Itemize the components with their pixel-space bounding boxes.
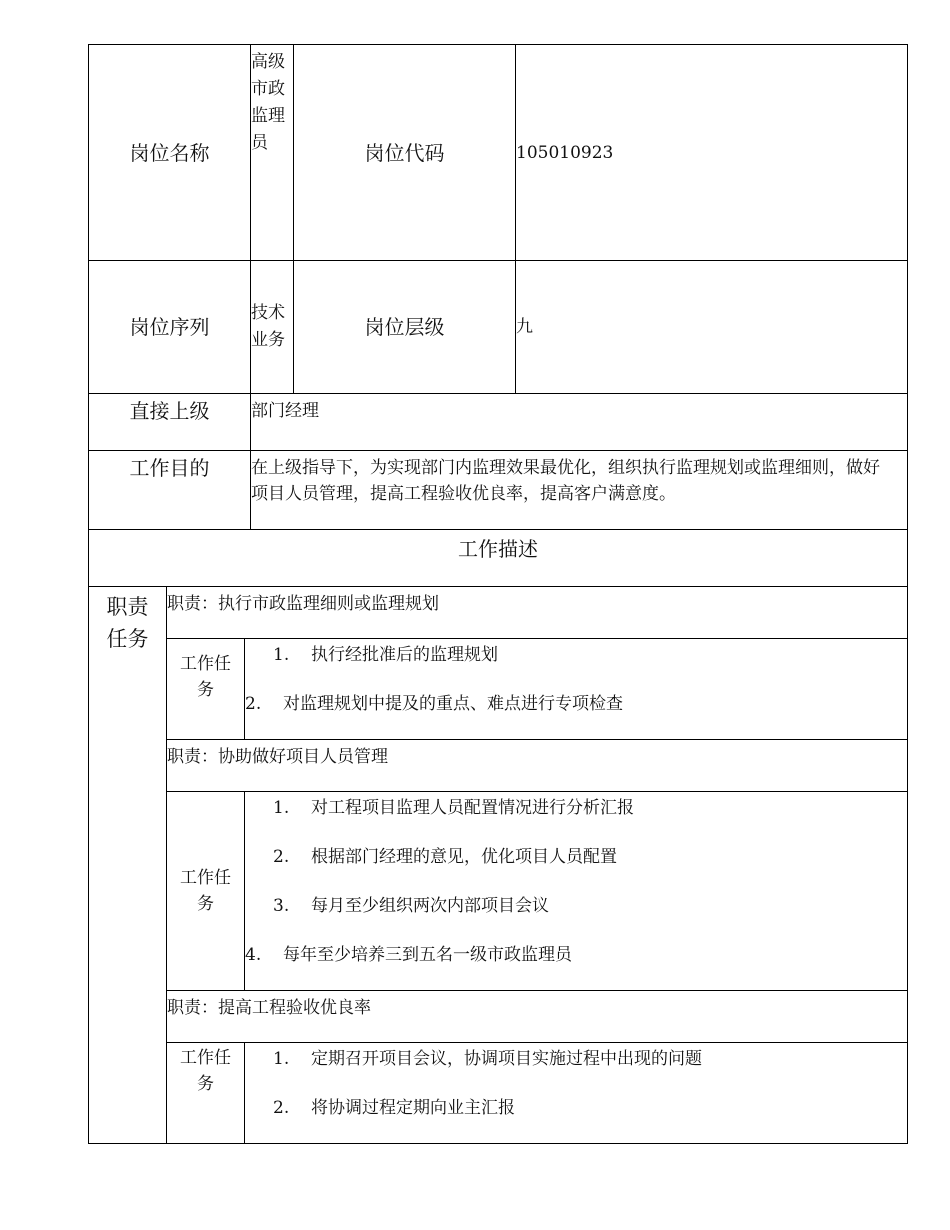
task-text: 定期召开项目会议，协调项目实施过程中出现的问题: [311, 1049, 702, 1069]
task-list: [245, 792, 907, 988]
task-item: [245, 841, 907, 890]
duty-2-title: 职责：协助做好项目人员管理: [167, 740, 908, 792]
task-label: 工作任务: [167, 792, 245, 991]
task-text: 将协调过程定期向业主汇报: [311, 1098, 515, 1118]
description-heading-row: [89, 530, 908, 587]
task-number: 2.: [273, 1098, 290, 1118]
sequence-label: 岗位序列: [89, 261, 251, 394]
task-list: [245, 1043, 907, 1141]
task-number: 1.: [273, 798, 290, 818]
sequence-row: [89, 261, 908, 394]
task-item: [245, 939, 907, 988]
duty-row: [89, 587, 908, 639]
supervisor-value: 部门经理: [251, 394, 908, 451]
task-list-cell: [245, 1043, 908, 1144]
task-label: 工作任务: [167, 1043, 245, 1144]
task-text: 对监理规划中提及的重点、难点进行专项检查: [283, 694, 623, 714]
task-number: 1.: [273, 645, 290, 665]
task-list-cell: [245, 639, 908, 740]
position-name-value: 高级市政监理员: [251, 45, 294, 261]
task-row: [89, 792, 908, 991]
task-number: 1.: [273, 1049, 290, 1069]
task-row: [89, 639, 908, 740]
purpose-row: [89, 451, 908, 530]
duty-1-title: 职责：执行市政监理细则或监理规划: [167, 587, 908, 639]
task-text: 每年至少培养三到五名一级市政监理员: [283, 945, 572, 965]
sequence-value: 技术业务: [251, 261, 294, 394]
position-name-label: 岗位名称: [89, 45, 251, 261]
task-text: 根据部门经理的意见，优化项目人员配置: [311, 847, 617, 867]
level-label: 岗位层级: [294, 261, 516, 394]
task-label: 工作任务: [167, 639, 245, 740]
job-description-page: [88, 44, 907, 1144]
purpose-label: 工作目的: [89, 451, 251, 530]
task-item: [245, 639, 907, 688]
job-description-table: [88, 44, 908, 1144]
task-item: [245, 1092, 907, 1141]
level-value: 九: [516, 261, 908, 394]
task-row: [89, 1043, 908, 1144]
position-code-label: 岗位代码: [294, 45, 516, 261]
duty-column-label: 职责任务: [89, 587, 167, 1144]
task-text: 每月至少组织两次内部项目会议: [311, 896, 549, 916]
task-list: [245, 639, 907, 737]
task-text: 执行经批准后的监理规划: [311, 645, 498, 665]
purpose-value: 在上级指导下，为实现部门内监理效果最优化，组织执行监理规划或监理细则，做好项目人员管理，提高工程验收优良率，提高客户满意度。: [251, 451, 908, 530]
description-title: 工作描述: [89, 530, 908, 587]
position-name-row: [89, 45, 908, 261]
task-number: 2.: [245, 694, 262, 714]
task-item: [245, 688, 907, 737]
duty-row: [89, 991, 908, 1043]
duty-row: [89, 740, 908, 792]
duty-3-title: 职责：提高工程验收优良率: [167, 991, 908, 1043]
task-item: [245, 890, 907, 939]
position-code-value: 105010923: [516, 45, 908, 261]
task-list-cell: [245, 792, 908, 991]
task-item: [245, 792, 907, 841]
supervisor-row: [89, 394, 908, 451]
task-text: 对工程项目监理人员配置情况进行分析汇报: [311, 798, 634, 818]
task-number: 4.: [245, 945, 262, 965]
supervisor-label: 直接上级: [89, 394, 251, 451]
task-item: [245, 1043, 907, 1092]
task-number: 3.: [273, 896, 290, 916]
task-number: 2.: [273, 847, 290, 867]
